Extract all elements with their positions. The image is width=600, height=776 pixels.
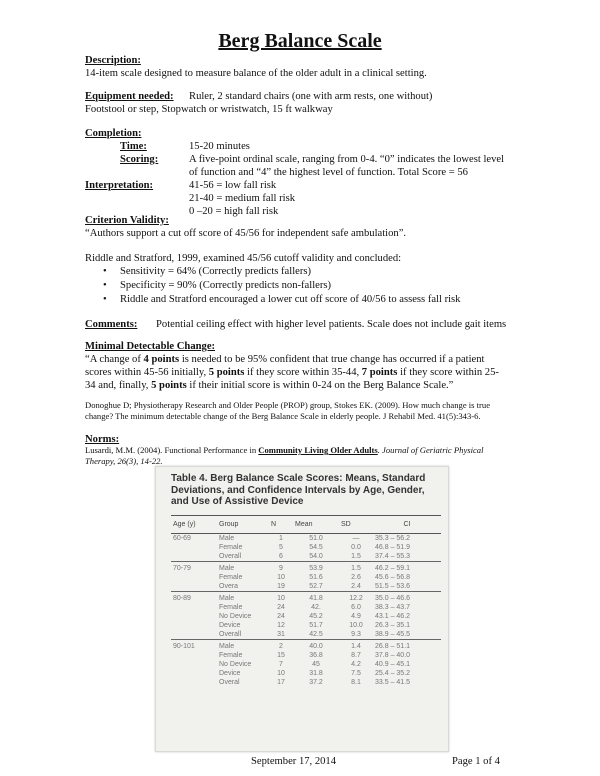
- time-value: 15-20 minutes: [189, 141, 250, 152]
- bullet-icon: •: [103, 294, 107, 305]
- cell-group: Device: [219, 622, 241, 629]
- interpretation-low: 41-56 = low fall risk: [189, 180, 277, 191]
- cell-group: No Device: [219, 613, 252, 620]
- cell-n: 31: [277, 631, 285, 638]
- mdc-reference-line-2: change? The minimum detectable change of the Berg Balance Scale in elderly people. J Rehabil Med. 41(5):343-6.: [85, 411, 481, 421]
- description-heading: Description:: [85, 55, 141, 66]
- cell-ci: 26.3 – 35.1: [375, 622, 411, 629]
- cell-sd: 4.9: [351, 613, 361, 620]
- cell-n: 24: [277, 604, 285, 611]
- cell-mean: 31.8: [309, 670, 323, 677]
- cell-group: Device: [219, 670, 241, 677]
- table-row: [171, 630, 441, 640]
- cell-n: 24: [277, 613, 285, 620]
- cell-n: 7: [279, 661, 283, 668]
- cell-ci: 35.3 – 56.2: [375, 535, 411, 542]
- cell-mean: 42.: [311, 604, 321, 611]
- cell-age: [171, 678, 217, 687]
- norms-reference-line-1: Lusardi, M.M. (2004). Functional Performance in Community Living Older Adults. Journal of Geriatric Physical: [85, 445, 484, 455]
- col-header-ci: CI: [373, 516, 441, 534]
- cell-mean: 51.7: [309, 622, 323, 629]
- interpretation-medium: 21-40 = medium fall risk: [189, 193, 296, 204]
- riddle-text: Riddle and Stratford, 1999, examined 45/56 cutoff validity and concluded:: [85, 253, 402, 264]
- cell-age: [171, 669, 217, 678]
- cell-ci: 46.8 – 51.9: [375, 544, 411, 551]
- criterion-heading: Criterion Validity:: [85, 215, 169, 226]
- cell-group: Female: [219, 604, 243, 611]
- time-label: Time:: [120, 141, 147, 152]
- cell-mean: 41.8: [293, 592, 339, 604]
- criterion-quote: “Authors support a cut off score of 45/56 for independent safe ambulation”.: [85, 228, 407, 239]
- list-item: • Riddle and Stratford encouraged a lower cut off score of 40/56 to assess fall risk: [103, 294, 461, 305]
- table-row: [171, 543, 441, 552]
- cell-age: [171, 582, 217, 592]
- col-header-sd: SD: [339, 516, 373, 534]
- table-row: [171, 582, 441, 592]
- cell-sd: 1.4: [339, 640, 373, 652]
- table-row: [171, 678, 441, 687]
- equipment-heading: Equipment needed:: [85, 91, 174, 102]
- cell-mean: 45: [312, 661, 320, 668]
- page-title: Berg Balance Scale: [218, 30, 382, 52]
- table-row: [171, 660, 441, 669]
- cell-mean: 51.6: [309, 574, 323, 581]
- cell-group: Male: [217, 592, 269, 604]
- cell-mean: 40.0: [293, 640, 339, 652]
- cell-age: [171, 660, 217, 669]
- cell-ci: 26.8 – 51.1: [373, 640, 441, 652]
- cell-mean: 53.9: [293, 562, 339, 574]
- cell-n: 10: [277, 670, 285, 677]
- cell-group: Female: [219, 652, 243, 659]
- cell-age: [171, 651, 217, 660]
- equipment-line-1: Ruler, 2 standard chairs (one with arm rests, one without): [189, 91, 433, 102]
- cell-mean: 42.5: [309, 631, 323, 638]
- norms-heading: Norms:: [85, 434, 120, 445]
- cell-sd: 8.7: [351, 652, 361, 659]
- footer-page-number: Page 1 of 4: [452, 756, 500, 767]
- cell-sd: 2.4: [351, 583, 361, 590]
- norms-table-image: [155, 466, 449, 752]
- cell-group: Overa: [219, 583, 239, 590]
- completion-heading: Completion:: [85, 128, 142, 139]
- cell-sd: 0.0: [351, 544, 361, 551]
- norms-table: [171, 515, 441, 687]
- table-row: [171, 651, 441, 660]
- table-row: [171, 612, 441, 621]
- cell-n: 15: [277, 652, 285, 659]
- cell-group: Female: [219, 544, 243, 551]
- cell-n: 17: [277, 679, 285, 686]
- cell-sd: 4.2: [351, 661, 361, 668]
- cell-sd: 1.5: [351, 553, 361, 560]
- cell-mean: 36.8: [309, 652, 323, 659]
- cell-group: Male: [219, 535, 235, 542]
- table-row: [171, 534, 441, 544]
- table-body: [171, 534, 441, 688]
- cell-ci: 38.3 – 43.7: [375, 604, 411, 611]
- bullet-icon: •: [103, 266, 107, 277]
- cell-mean: 54.5: [309, 544, 323, 551]
- comments-text: Potential ceiling effect with higher level patients. Scale does not include gait items: [156, 319, 507, 330]
- cell-ci: 46.2 – 59.1: [373, 562, 441, 574]
- list-item: • Specificity = 90% (Correctly predicts non-fallers): [103, 280, 332, 291]
- table-row: [171, 603, 441, 612]
- cell-mean: 37.2: [309, 679, 323, 686]
- cell-sd: 9.3: [351, 631, 361, 638]
- cell-n: 5: [279, 544, 283, 551]
- col-header-mean: Mean: [293, 516, 339, 534]
- description-text: 14-item scale designed to measure balance of the older adult in a clinical setting.: [85, 68, 427, 79]
- cell-age: [171, 543, 217, 552]
- table-row: [171, 669, 441, 678]
- cell-sd: 10.0: [349, 622, 363, 629]
- mdc-reference-line-1: Donoghue D; Physiotherapy Research and Older People (PROP) group, Stokes EK. (2009). How much change is true: [85, 400, 491, 410]
- cell-ci: 37.4 – 55.3: [375, 553, 411, 560]
- cell-sd: —: [352, 535, 360, 542]
- cell-ci: 33.5 – 41.5: [375, 679, 411, 686]
- cell-age: [171, 552, 217, 562]
- cell-group: Overall: [219, 631, 242, 638]
- cell-age: [171, 621, 217, 630]
- cell-ci: 37.8 – 40.0: [375, 652, 411, 659]
- cell-mean: 45.2: [309, 613, 323, 620]
- cell-age: [171, 603, 217, 612]
- criterion-bullet-list: [100, 265, 460, 307]
- cell-mean: 52.7: [309, 583, 323, 590]
- cell-ci: 45.6 – 56.8: [375, 574, 411, 581]
- cell-ci: 25.4 – 35.2: [375, 670, 411, 677]
- cell-sd: 8.1: [351, 679, 361, 686]
- cell-n: 9: [269, 562, 293, 574]
- cell-group: No Device: [219, 661, 252, 668]
- table-row: [171, 552, 441, 562]
- table-header-row: [171, 516, 441, 534]
- cell-mean: 54.0: [309, 553, 323, 560]
- cell-n: 10: [269, 592, 293, 604]
- cell-group: Overall: [219, 553, 242, 560]
- cell-age: [171, 612, 217, 621]
- mdc-heading: Minimal Detectable Change:: [85, 341, 216, 352]
- col-header-group: Group: [217, 516, 269, 534]
- cell-age: [171, 630, 217, 640]
- col-header-n: N: [269, 516, 293, 534]
- cell-n: 6: [279, 553, 283, 560]
- scoring-line-1: A five-point ordinal scale, ranging from 0-4. “0” indicates the lowest level: [189, 154, 505, 165]
- table-title: Table 4. Berg Balance Scale Scores: Means, Standard Deviations, and Confidence Intervals by Age, Gender, and Use of Assistive Device: [171, 473, 426, 507]
- cell-sd: 12.2: [339, 592, 373, 604]
- mdc-line-1: “A change of 4 points is needed to be 95% confident that true change has occurred if a patient: [85, 354, 485, 365]
- cell-age: [171, 573, 217, 582]
- cell-age: 80-89: [171, 592, 217, 604]
- cell-ci: 51.5 – 53.6: [375, 583, 411, 590]
- cell-group: Overal: [219, 679, 240, 686]
- cell-age: 70-79: [171, 562, 217, 574]
- cell-sd: 6.0: [351, 604, 361, 611]
- cell-mean: 51.0: [309, 535, 323, 542]
- table-row: [171, 573, 441, 582]
- norms-reference-line-2: Therapy, 26(3), 14-22.: [85, 456, 163, 466]
- cell-age: 90-101: [171, 640, 217, 652]
- cell-ci: 38.9 – 45.5: [375, 631, 411, 638]
- scoring-line-2: of function and “4” the highest level of function. Total Score = 56: [189, 167, 468, 178]
- cell-ci: 43.1 – 46.2: [375, 613, 411, 620]
- mdc-line-3: 34 and, finally, 5 points if their initial score is within 0-24 on the Berg Balance Scale.”: [85, 380, 454, 391]
- cell-sd: 1.5: [339, 562, 373, 574]
- col-header-age: Age (y): [171, 516, 217, 534]
- table-row: [171, 562, 441, 574]
- bullet-icon: •: [103, 280, 107, 291]
- cell-group: Male: [217, 562, 269, 574]
- cell-group: Female: [219, 574, 243, 581]
- list-item: • Sensitivity = 64% (Correctly predicts fallers): [103, 266, 312, 277]
- interpretation-label: Interpretation:: [85, 180, 154, 191]
- cell-n: 12: [277, 622, 285, 629]
- cell-n: 1: [279, 535, 283, 542]
- equipment-line-2: Footstool or step, Stopwatch or wristwatch, 15 ft walkway: [85, 104, 333, 115]
- comments-heading: Comments:: [85, 319, 138, 330]
- cell-group: Male: [217, 640, 269, 652]
- table-row: [171, 621, 441, 630]
- cell-ci: 35.0 – 46.6: [373, 592, 441, 604]
- cell-ci: 40.9 – 45.1: [375, 661, 411, 668]
- cell-age: 60-69: [173, 535, 191, 542]
- interpretation-high: 0 –20 = high fall risk: [189, 206, 279, 217]
- cell-sd: 2.6: [351, 574, 361, 581]
- cell-sd: 7.5: [351, 670, 361, 677]
- cell-n: 2: [269, 640, 293, 652]
- mdc-line-2: scores within 45-56 initially, 5 points if they score within 35-44, 7 points if they score within 25-: [85, 367, 499, 378]
- cell-n: 10: [277, 574, 285, 581]
- table-row: [171, 640, 441, 652]
- norms-source-link[interactable]: Community Living Older Adults: [258, 445, 378, 455]
- scoring-label: Scoring:: [120, 154, 159, 165]
- cell-n: 19: [277, 583, 285, 590]
- table-row: [171, 592, 441, 604]
- footer-date: September 17, 2014: [251, 756, 337, 767]
